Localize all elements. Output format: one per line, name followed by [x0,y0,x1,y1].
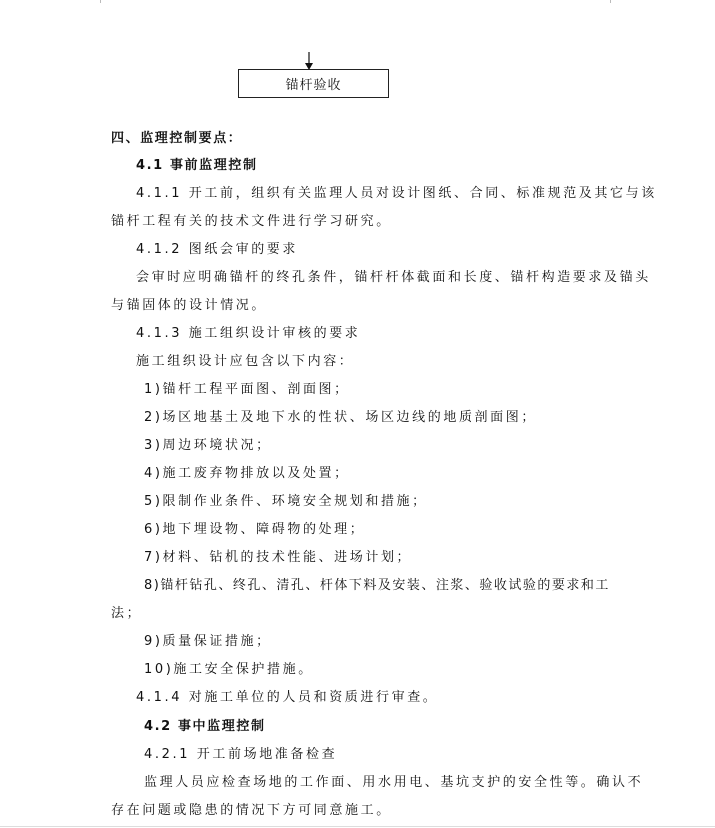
flow-box-label: 锚杆验收 [285,78,342,93]
paragraph-4-1-4: 4.1.4 对施工单位的人员和资质进行审查。 [136,690,439,705]
section-4-1-heading: 4.1 事前监理控制 [136,158,258,173]
paragraph-4-1-2: 4.1.2 图纸会审的要求 [136,242,299,257]
list-item-5: 5)限制作业条件、环境安全规划和措施； [144,494,428,509]
list-item-4: 4)施工废弃物排放以及处置； [144,466,350,481]
crop-mark-left [88,0,101,3]
section-4-2-heading: 4.2 事中监理控制 [144,719,266,734]
paragraph-4-1-1-line2: 锚杆工程有关的技术文件进行学习研究。 [111,214,392,229]
crop-mark-right [610,0,623,3]
list-item-6: 6)地下埋设物、障碍物的处理； [144,522,366,537]
page-bottom-edge [0,826,715,827]
flow-box [238,69,389,98]
list-item-8-line1: 8)锚杆钻孔、终孔、清孔、杆体下料及安装、注浆、验收试验的要求和工 [144,578,610,593]
list-item-3: 3)周边环境状况； [144,438,272,453]
list-item-7: 7)材料、钻机的技术性能、进场计划； [144,550,413,565]
paragraph-4-1-2-line1: 会审时应明确锚杆的终孔条件，锚杆杆体截面和长度、锚杆构造要求及锚头 [136,270,651,285]
list-item-8-line2: 法； [111,606,143,621]
paragraph-4-1-1-line1: 4.1.1 开工前，组织有关监理人员对设计图纸、合同、标准规范及其它与该 [136,186,657,201]
paragraph-4-1-2-line2: 与锚固体的设计情况。 [111,298,268,313]
section-4-heading: 四、监理控制要点： [111,131,243,146]
paragraph-4-1-3: 4.1.3 施工组织设计审核的要求 [136,326,361,341]
paragraph-4-2-1: 4.2.1 开工前场地准备检查 [144,747,338,762]
list-item-9: 9)质量保证措施； [144,634,272,649]
down-arrow-icon [303,52,315,70]
paragraph-4-2-1-line1: 监理人员应检查场地的工作面、用水用电、基坑支护的安全性等。确认不 [144,775,644,790]
list-item-10: 10)施工安全保护措施。 [144,662,314,677]
paragraph-4-2-1-line2: 存在问题或隐患的情况下方可同意施工。 [111,803,392,818]
list-item-1: 1)锚杆工程平面图、剖面图； [144,382,350,397]
paragraph-4-1-3-intro: 施工组织设计应包含以下内容： [136,354,355,369]
list-item-2: 2)场区地基土及地下水的性状、场区边线的地质剖面图； [144,410,537,425]
